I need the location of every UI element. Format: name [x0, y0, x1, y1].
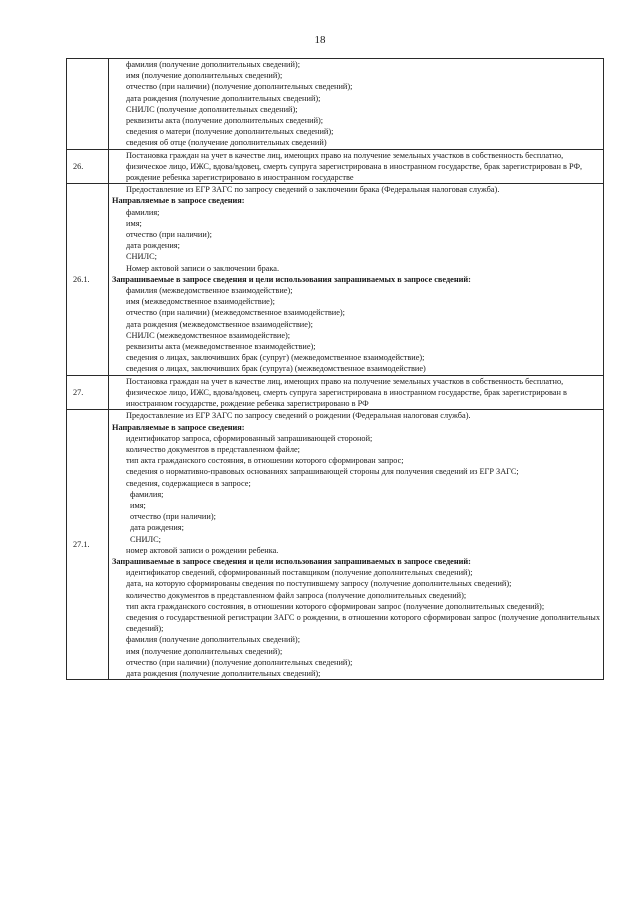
list-item: дата, на которую сформированы сведения по поступившему запросу (получение дополнительных сведений); [126, 579, 512, 589]
list-item: имя (получение дополнительных сведений); [126, 646, 283, 656]
list-item: сведения, содержащиеся в запросе; [126, 478, 251, 488]
list-item: фамилия (межведомственное взаимодействие); [126, 286, 293, 296]
list-item: сведения о лицах, заключивших брак (супруг) (межведомственное взаимодействие); [126, 353, 425, 363]
row-number: 26.1. [67, 184, 109, 375]
document-table [66, 58, 604, 680]
list-item: сведения об отце (получение дополнительных сведений) [126, 138, 327, 148]
list-item: дата рождения (получение дополнительных сведений); [126, 93, 321, 103]
request-intro: Предоставление из ЕГР ЗАГС по запросу сведений о рождении (Федеральная налоговая служба). [126, 411, 471, 421]
row-content [109, 59, 604, 150]
service-description: Постановка граждан на учет в качестве лиц, имеющих право на получение земельных участков в собственность бесплатно, физическое лицо, ИЖС, вдова/вдовец, смерть супруга зарегистрирована в иностранном государстве, брак зарегистрирован в иностранном государстве, рождение ребенка зарегистрировано в РФ [126, 376, 567, 409]
list-item: реквизиты акта (получение дополнительных сведений); [126, 116, 324, 126]
list-item: отчество (при наличии) (межведомственное взаимодействие); [126, 308, 345, 318]
sent-heading: Направляемые в запросе сведения: [112, 422, 245, 432]
list-item: СНИЛС; [130, 534, 161, 544]
list-item: фамилия; [130, 489, 164, 499]
requested-heading: Запрашиваемые в запросе сведения и цели использования запрашиваемых в запросе сведений: [112, 274, 471, 284]
list-item: сведения о матери (получение дополнительных сведений); [126, 127, 334, 137]
list-item: сведения о нормативно-правовых основаниях запрашивающей стороны для получения сведений из ЕГР ЗАГС; [126, 467, 519, 477]
list-item: количество документов в представленном файле; [126, 444, 300, 454]
requested-heading: Запрашиваемые в запросе сведения и цели использования запрашиваемых в запросе сведений: [112, 556, 471, 566]
row-number: 27. [67, 375, 109, 410]
list-item: фамилия; [126, 207, 160, 217]
list-item: отчество (при наличии); [126, 230, 212, 240]
row-content [109, 149, 604, 184]
list-item: реквизиты акта (межведомственное взаимодействие); [126, 342, 316, 352]
list-item: тип акта гражданского состояния, в отношении которого сформирован запрос; [126, 456, 404, 466]
list-item: номер актовой записи о рождении ребенка. [126, 545, 279, 555]
list-item: отчество (при наличии) (получение дополнительных сведений); [126, 82, 353, 92]
table-row [67, 184, 604, 375]
list-item: имя (межведомственное взаимодействие); [126, 297, 275, 307]
list-item: СНИЛС; [126, 252, 157, 262]
list-item: отчество (при наличии); [130, 512, 216, 522]
list-item: идентификатор запроса, сформированный запрашивающей стороной; [126, 433, 373, 443]
row-content [109, 375, 604, 410]
table-row [67, 375, 604, 410]
list-item: количество документов в представленном файл запроса (получение дополнительных сведений); [126, 590, 467, 600]
row-content [109, 184, 604, 375]
list-item: дата рождения (межведомственное взаимодействие); [126, 319, 313, 329]
list-item: фамилия (получение дополнительных сведений); [126, 635, 300, 645]
list-item: Номер актовой записи о заключении брака. [126, 263, 280, 273]
list-item: имя; [130, 500, 146, 510]
service-description: Постановка граждан на учет в качестве лиц, имеющих право на получение земельных участков в собственность бесплатно, физическое лицо, ИЖС, вдова/вдовец, смерть супруга зарегистрирована в иностранном государстве, брак зарегистрирован в РФ, рождение ребенка зарегистрировано в иностранном государстве [126, 150, 583, 183]
list-item: фамилия (получение дополнительных сведений); [126, 60, 300, 69]
list-item: СНИЛС (получение дополнительных сведений); [126, 104, 298, 114]
row-number [67, 59, 109, 150]
page-number: 18 [314, 34, 326, 46]
list-item: сведения о лицах, заключивших брак (супруга) (межведомственное взаимодействие) [126, 364, 426, 374]
list-item: идентификатор сведений, сформированный поставщиком (получение дополнительных сведений); [126, 568, 473, 578]
list-item: дата рождения; [126, 241, 180, 251]
list-item: дата рождения; [130, 523, 184, 533]
list-item: отчество (при наличии) (получение дополнительных сведений); [126, 657, 353, 667]
row-content [109, 410, 604, 680]
list-item: тип акта гражданского состояния, в отношении которого сформирован запрос (получение дополнительных сведений); [126, 601, 545, 611]
sent-heading: Направляемые в запросе сведения: [112, 196, 245, 206]
list-item: СНИЛС (межведомственное взаимодействие); [126, 330, 291, 340]
list-item: имя (получение дополнительных сведений); [126, 71, 283, 81]
list-item: сведения о государственной регистрации ЗАГС о рождении, в отношении которого сформирован запрос (получение дополнительных сведений); [126, 612, 600, 634]
list-item: имя; [126, 218, 142, 228]
table-row [67, 410, 604, 680]
row-number: 27.1. [67, 410, 109, 680]
table-row [67, 59, 604, 150]
row-number: 26. [67, 149, 109, 184]
list-item: дата рождения (получение дополнительных сведений); [126, 668, 321, 678]
table-row [67, 149, 604, 184]
request-intro: Предоставление из ЕГР ЗАГС по запросу сведений о заключении брака (Федеральная налоговая служба). [126, 185, 500, 195]
